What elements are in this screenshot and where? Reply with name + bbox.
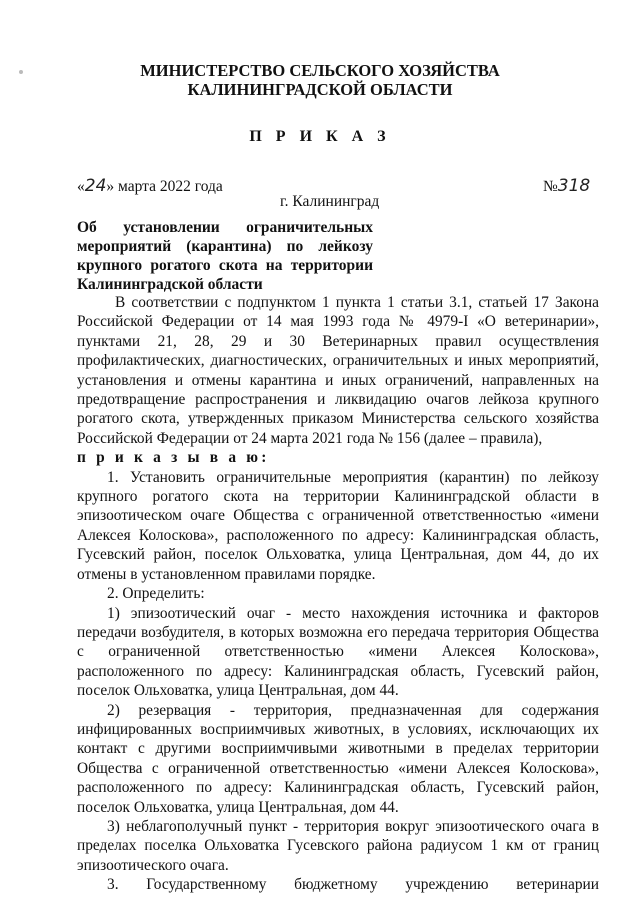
number-prefix: № [543,178,558,195]
decree-word-text: п р и к а з ы в а ю: [77,449,270,467]
preamble-paragraph [77,293,599,448]
item-2-subitem-3: 3) неблагополучный пункт - территория вокруг эпизоотического очага в пределах поселка Ольховатка Гусевского района радиусом 1 км от границ эпизоотического очага. [77,817,599,874]
decree-word [77,448,599,467]
order-subject: Об установлении ограничительных мероприятий (карантина) по лейкозу крупного рогатого скота на территории Калининградской области [77,219,373,293]
date-month-year: марта 2022 года [118,178,223,195]
handwritten-number: 318 [557,176,591,196]
ministry-title-line2: КАЛИНИНГРАДСКОЙ ОБЛАСТИ [187,80,453,99]
item-2-subitem-1: 1) эпизоотический очаг - место нахождения источника и факторов передачи возбудителя, в которых возможна его передача территория Общества с ограниченной ответственностью «имени Алексея Колоскова», расположенного по адресу: Калининградская область, Гусевский район, поселок Ольховатка, улица Центральная, дом 44. [77,604,599,700]
ministry-title-line1: МИНИСТЕРСТВО СЕЛЬСКОГО ХОЗЯЙСТВА [140,61,500,80]
date-close-quote: » [106,178,115,195]
date-open-quote: « [77,178,85,195]
item-3: 3. Государственному бюджетному учреждению ветеринарии [107,876,599,894]
city-line: г. Калининград [280,193,380,210]
item-1: 1. Установить ограничительные мероприятия (карантин) по лейкозу крупного рогатого скота на территории Калининградской области в эпизоотическом очаге Общества с ограниченной ответственностью «имени Алексея Колоскова», расположенного по адресу: Калининградская область, Гусевский район, поселок Ольховатка, улица Центральная, дом 44, до их отмены в установленном правилами порядке. [77,468,599,583]
handwritten-day: 24 [84,176,107,196]
item-2: 2. Определить: [107,585,205,603]
order-number [543,176,590,196]
item-2-subitem-2: 2) резервация - территория, предназначенная для содержания инфицированных восприимчивых животных, в условиях, исключающих их контакт с другими восприимчивыми животными в пределах территории Общества с ограниченной ответственностью «имени Алексея Колоскова», расположенного по адресу: Калининградская область, Гусевский район, поселок Ольховатка, улица Центральная, дом 44. [77,701,599,816]
order-date [77,176,223,196]
preamble-text: В соответствии с подпунктом 1 пункта 1 статьи 3.1, статьей 17 Закона Российской Федерации от 14 мая 1993 года № 4979-I «О ветеринарии», пунктами 21, 28, 29 и 30 Ветеринарных правил осуществления профилактических, диагностических, ограничительных и иных мероприятий, установления и отмены карантина и иных ограничений, направленных на предотвращение распространения и ликвидацию очагов лейкоза крупного рогатого скота, утвержденных приказом Министерства сельского хозяйства Российской Федерации от 24 марта 2021 года № 156 (далее – правила), [77,294,599,447]
document-type-title: П Р И К А З [249,128,391,145]
order-body [77,293,599,895]
